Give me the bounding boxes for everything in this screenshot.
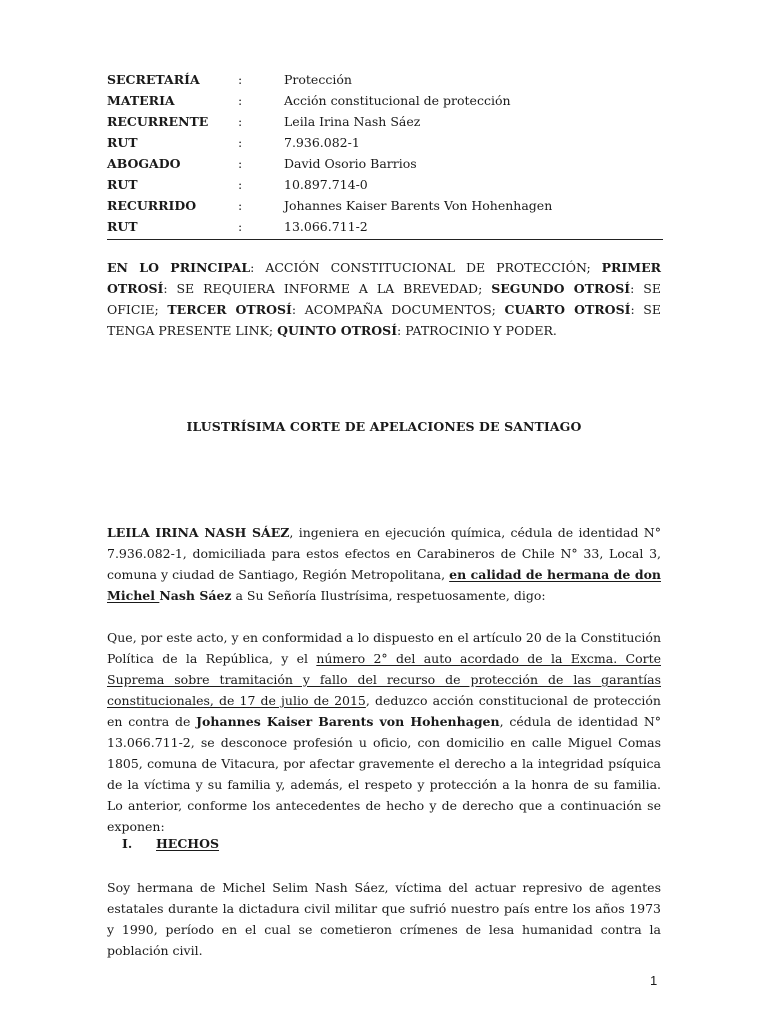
- summary-label: EN LO PRINCIPAL: [107, 260, 251, 275]
- header-key: ABOGADO: [107, 156, 181, 171]
- header-colon: :: [238, 93, 243, 108]
- section-title: HECHOS: [156, 836, 220, 851]
- court-title: ILUSTRÍSIMA CORTE DE APELACIONES DE SANTIAGO: [186, 419, 582, 434]
- facts-paragraph: Soy hermana de Michel Selim Nash Sáez, víctima del actuar represivo de agentes estatales durante la dictadura civil militar que sufrió nuestro país entre los años 1973 y 1990, período en el cual se cometieron crímenes de lesa humanidad contra la población civil.: [107, 880, 661, 958]
- summary-text: : ACCIÓN CONSTITUCIONAL DE PROTECCIÓN;: [250, 260, 602, 275]
- intro-text: , ingeniera en ejecución química, cédula de identidad N° 7.936.082-1, domiciliada para estos efectos en Carabineros de Chile N° 33, Local 3, comuna y ciudad de Santiago, Región Metropolitana,: [107, 525, 661, 582]
- section-number: I.: [122, 836, 133, 851]
- auto-acordado-reference: número 2° del auto acordado de la Excma. Corte Suprema sobre tramitación y fallo del recurso de protección de las garantías constitucionales, de 17 de julio de 2015: [107, 651, 661, 708]
- header-row: [107, 132, 663, 153]
- header-value: 10.897.714-0: [284, 177, 368, 192]
- header-colon: :: [238, 72, 243, 87]
- section-heading: [122, 836, 219, 851]
- body-text: , cédula de identidad N° 13.066.711-2, se desconoce profesión u oficio, con domicilio en calle Miguel Comas 1805, comuna de Vitacura, por afectar gravemente el derecho a la integridad psíquica de la víctima y su familia y, además, el respeto y protección a la honra de su familia. Lo anterior, conforme los antecedentes de hecho y de derecho que a continuación se exponen:: [107, 714, 662, 834]
- body-text: , deduzco acción constitucional de protección en contra de: [107, 693, 661, 729]
- header-key: RECURRENTE: [107, 114, 209, 129]
- summary-label: PRIMER OTROSÍ: [107, 260, 662, 296]
- header-row: [107, 195, 663, 216]
- page-number: 1: [650, 973, 658, 988]
- intro-paragraph: [107, 522, 661, 606]
- summary-text: : ACOMPAÑA DOCUMENTOS;: [291, 302, 505, 317]
- header-key: RUT: [107, 219, 138, 234]
- header-row: [107, 90, 663, 111]
- summary-label: SEGUNDO OTROSÍ: [491, 281, 631, 296]
- body-text: Que, por este acto, y en conformidad a lo dispuesto en el artículo 20 de la Constitución Política de la República, y el: [107, 630, 661, 666]
- header-row: [107, 111, 663, 132]
- summary-label: TERCER OTROSÍ: [167, 302, 292, 317]
- header-row: [107, 153, 663, 174]
- header-value: 13.066.711-2: [284, 219, 368, 234]
- header-value: Protección: [284, 72, 352, 87]
- header-key: RUT: [107, 135, 138, 150]
- filing-summary: [107, 257, 661, 341]
- header-colon: :: [238, 135, 243, 150]
- header-colon: :: [238, 114, 243, 129]
- body-paragraph: [107, 627, 661, 837]
- intro-text-end: a Su Señoría Ilustrísima, respetuosamente, digo:: [231, 588, 546, 603]
- summary-text: : SE REQUIERA INFORME A LA BREVEDAD;: [163, 281, 492, 296]
- petitioner-name: LEILA IRINA NASH SÁEZ: [107, 525, 290, 540]
- header-colon: :: [238, 198, 243, 213]
- respondent-name: Johannes Kaiser Barents von Hohenhagen: [196, 714, 500, 729]
- header-colon: :: [238, 177, 243, 192]
- header-value: 7.936.082-1: [284, 135, 360, 150]
- header-colon: :: [238, 156, 243, 171]
- header-value: Leila Irina Nash Sáez: [284, 114, 421, 129]
- header-row: [107, 69, 663, 90]
- summary-text: : SE TENGA PRESENTE LINK;: [107, 302, 662, 338]
- surname: Nash Sáez: [159, 588, 232, 603]
- header-key: RECURRIDO: [107, 198, 197, 213]
- case-header-table: [107, 69, 663, 237]
- header-value: Acción constitucional de protección: [284, 93, 511, 108]
- summary-text: : SE OFICIE;: [107, 281, 661, 317]
- header-value: Johannes Kaiser Barents Von Hohenhagen: [284, 198, 553, 213]
- summary-label: CUARTO OTROSÍ: [504, 302, 631, 317]
- header-divider: [107, 239, 663, 240]
- summary-text: : PATROCINIO Y PODER.: [397, 323, 557, 338]
- header-row: [107, 174, 663, 195]
- standing-clause: en calidad de hermana de don Michel: [107, 567, 661, 603]
- header-key: SECRETARÍA: [107, 72, 200, 87]
- header-value: David Osorio Barrios: [284, 156, 417, 171]
- header-key: RUT: [107, 177, 138, 192]
- header-colon: :: [238, 219, 243, 234]
- header-key: MATERIA: [107, 93, 175, 108]
- summary-label: QUINTO OTROSÍ: [277, 323, 398, 338]
- header-row: [107, 216, 663, 237]
